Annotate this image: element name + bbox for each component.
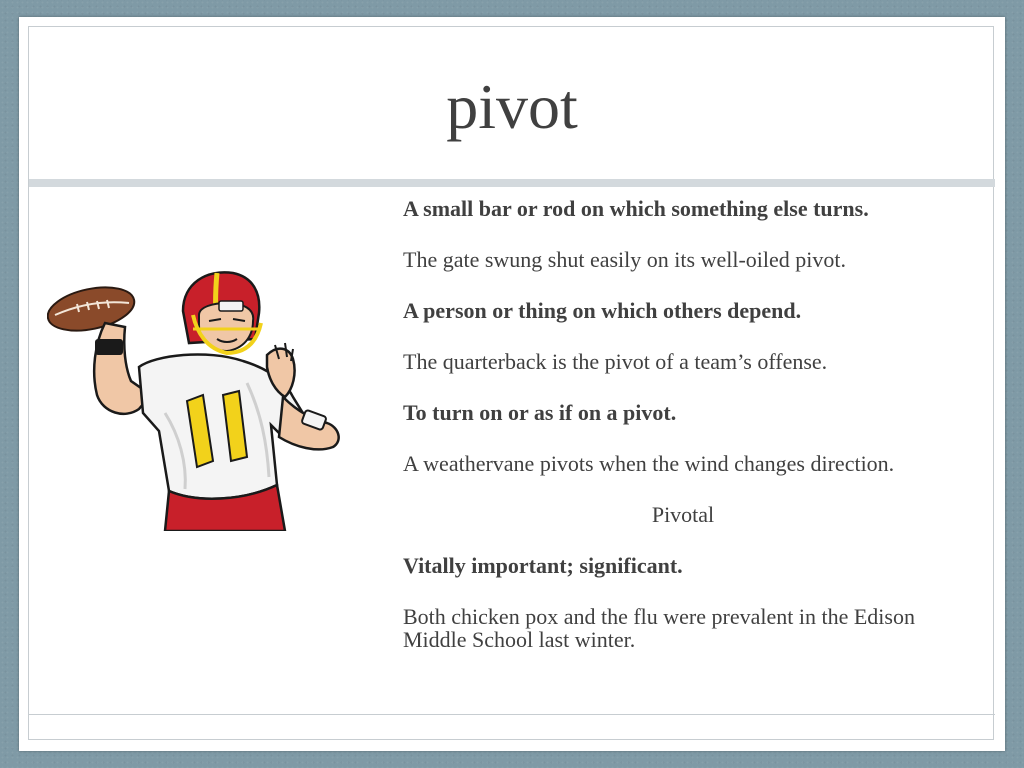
definition-3: To turn on or as if on a pivot. xyxy=(403,400,677,425)
slide-bottom-line xyxy=(29,714,995,715)
word-form-heading: Pivotal xyxy=(651,502,715,527)
slide xyxy=(19,17,1005,751)
definition-1: A small bar or rod on which something else turns. xyxy=(403,196,869,221)
football-quarterback-clipart-icon xyxy=(47,263,347,531)
title-divider xyxy=(29,179,995,187)
definition-4: Vitally important; significant. xyxy=(403,553,683,578)
example-3: A weathervane pivots when the wind changes direction. xyxy=(403,451,895,476)
helmet-icon xyxy=(183,272,261,353)
definition-2: A person or thing on which others depend. xyxy=(403,298,802,323)
example-2: The quarterback is the pivot of a team’s offense. xyxy=(403,349,828,374)
example-1: The gate swung shut easily on its well-oiled pivot. xyxy=(403,247,846,272)
slide-content xyxy=(403,197,963,679)
example-4: Both chicken pox and the flu were prevalent in the Edison Middle School last winter. xyxy=(403,604,915,652)
slide-title: pivot xyxy=(446,71,578,142)
